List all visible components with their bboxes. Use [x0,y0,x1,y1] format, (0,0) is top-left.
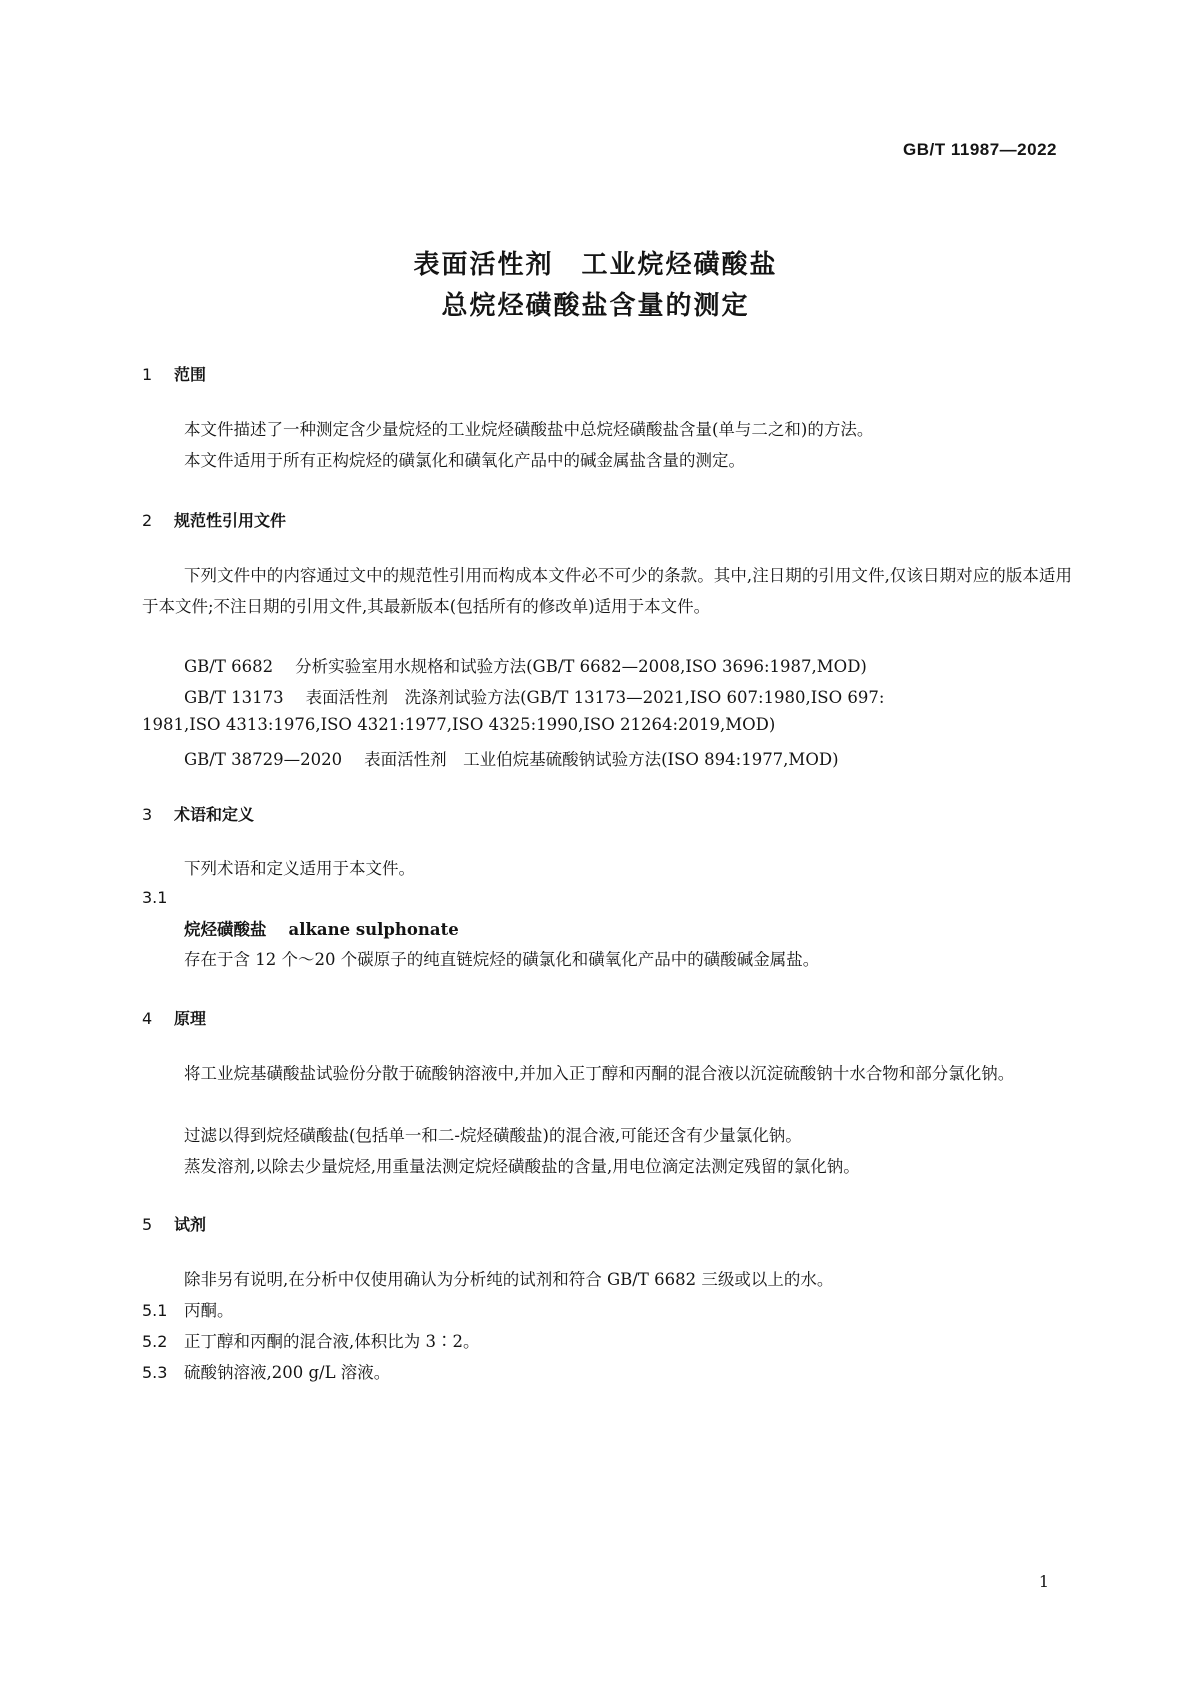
term-entry [184,916,459,940]
document-title-line-1: 表面活性剂 工业烷烃磺酸盐 [413,250,778,280]
section-number: 1 [142,365,153,384]
section-4-paragraph-2: 过滤以得到烷烃磺酸盐(包括单一和二-烷烃磺酸盐)的混合液,可能还含有少量氯化钠。 [184,1126,802,1145]
section-1-paragraph-1: 本文件描述了一种测定含少量烷烃的工业烷烃磺酸盐中总烷烃磺酸盐含量(单与二之和)的方法。 [184,420,874,439]
reagent-text: 丙酮。 [184,1301,234,1320]
reference-item [184,684,884,708]
section-title: 原理 [174,1009,207,1028]
reference-item [184,653,867,677]
section-4-heading [142,1006,206,1029]
term-definition: 存在于含 12 个～20 个碳原子的纯直链烷烃的磺氯化和磺氧化产品中的磺酸碱金属盐。 [184,950,820,969]
reference-item [184,746,839,770]
reagent-item [142,1359,390,1383]
section-5-paragraph-1: 除非另有说明,在分析中仅使用确认为分析纯的试剂和符合 GB/T 6682 三级或以上的水。 [184,1270,834,1289]
reference-code: GB/T 38729—2020 [184,750,343,769]
page-number: 1 [1038,1572,1049,1591]
section-1-paragraph-2: 本文件适用于所有正构烷烃的磺氯化和磺氧化产品中的碱金属盐含量的测定。 [184,451,745,470]
section-number: 4 [142,1009,153,1028]
reagent-number: 5.1 [142,1301,168,1320]
reference-text: 表面活性剂 洗涤剂试验方法(GB/T 13173—2021,ISO 607:1980,ISO 697: [305,688,885,707]
reference-code: GB/T 13173 [184,688,284,707]
section-2-heading [142,508,286,531]
section-title: 试剂 [174,1215,207,1234]
section-4-paragraph-1: 将工业烷基磺酸盐试验份分散于硫酸钠溶液中,并加入正丁醇和丙酮的混合液以沉淀硫酸钠十水合物和部分氯化钠。 [184,1064,1015,1083]
section-3-paragraph-1: 下列术语和定义适用于本文件。 [184,859,415,878]
reagent-number: 5.3 [142,1363,168,1382]
section-1-heading [142,362,206,385]
section-5-heading [142,1212,206,1235]
reagent-item [142,1328,480,1352]
term-chinese: 烷烃磺酸盐 [184,920,267,939]
section-title: 术语和定义 [174,805,255,824]
reference-text: 表面活性剂 工业伯烷基硫酸钠试验方法(ISO 894:1977,MOD) [364,750,839,769]
term-english: alkane sulphonate [288,920,459,939]
standard-code: GB/T 11987—2022 [903,140,1057,159]
reagent-number: 5.2 [142,1332,168,1351]
section-title: 范围 [174,365,207,384]
reagent-item [142,1297,234,1321]
reagent-text: 硫酸钠溶液,200 g/L 溶液。 [184,1363,391,1382]
document-title-line-2: 总烷烃磺酸盐含量的测定 [441,291,750,321]
section-4-paragraph-3: 蒸发溶剂,以除去少量烷烃,用重量法测定烷烃磺酸盐的含量,用电位滴定法测定残留的氯化钠。 [184,1157,860,1176]
reference-text: 分析实验室用水规格和试验方法(GB/T 6682—2008,ISO 3696:1987,MOD) [295,657,867,676]
section-number: 5 [142,1215,153,1234]
section-number: 2 [142,511,153,530]
section-number: 3 [142,805,153,824]
reference-continuation: 1981,ISO 4313:1976,ISO 4321:1977,ISO 4325:1990,ISO 21264:2019,MOD) [142,715,776,734]
section-2-paragraph-1: 下列文件中的内容通过文中的规范性引用而构成本文件必不可少的条款。其中,注日期的引用文件,仅该日期对应的版本适用于本文件;不注日期的引用文件,其最新版本(包括所有的修改单)适用于本文件。 [142,566,1072,616]
term-number: 3.1 [142,888,168,907]
reference-code: GB/T 6682 [184,657,274,676]
section-title: 规范性引用文件 [174,511,287,530]
section-3-heading [142,802,254,825]
reagent-text: 正丁醇和丙酮的混合液,体积比为 3∶2。 [184,1332,480,1351]
